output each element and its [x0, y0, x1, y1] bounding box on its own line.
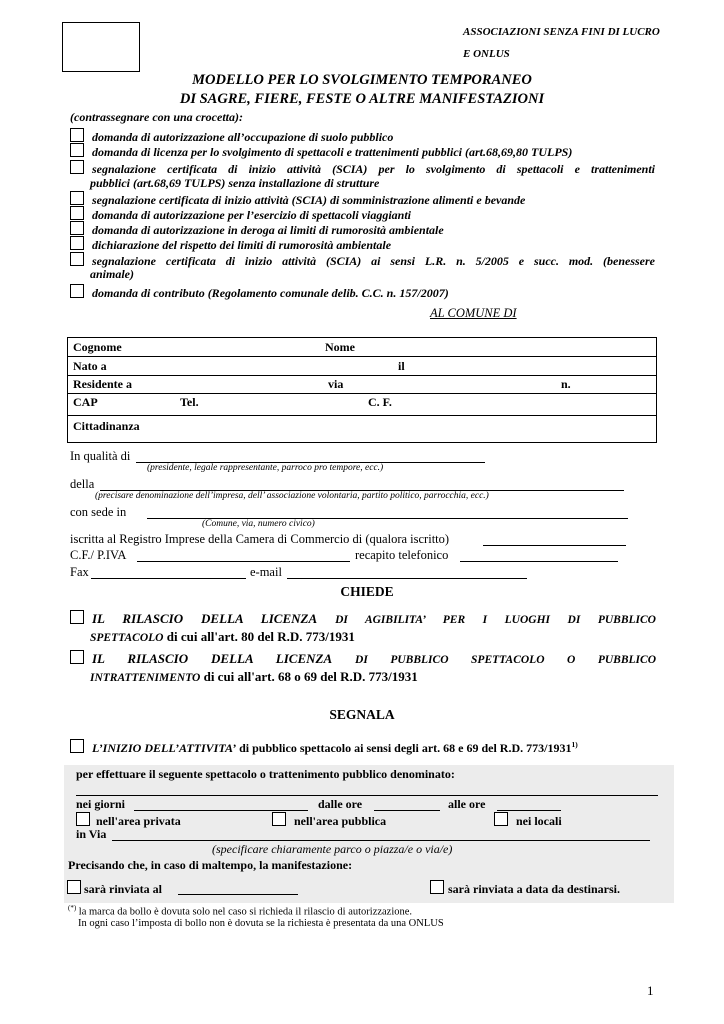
personal-data-box: [67, 337, 657, 443]
instruction-text: (contrassegnare con una crocetta):: [70, 110, 243, 124]
option-scia-benessere-animale[interactable]: segnalazione certificata di inizio attività (SCIA) ai sensi L.R. n. 5/2005 e succ. mod. (benessere: [70, 252, 655, 269]
option-locali[interactable]: nei locali: [494, 812, 562, 829]
nome-label: Nome: [325, 340, 355, 354]
chiede-option-agibilita-cont: SPETTACOLO di cui all'art. 80 del R.D. 773/1931: [90, 629, 355, 644]
checkbox[interactable]: [70, 252, 84, 266]
email-field[interactable]: [287, 578, 527, 579]
checkbox[interactable]: [70, 236, 84, 250]
event-intro: per effettuare il seguente spettacolo o trattenimento pubblico denominato:: [76, 767, 455, 781]
alle-label: alle ore: [448, 797, 486, 811]
checkbox[interactable]: [70, 160, 84, 174]
fax-label: Fax: [70, 565, 89, 579]
via-label: via: [328, 377, 344, 391]
qualita-label: In qualità di: [70, 449, 131, 463]
page-number: 1: [647, 983, 654, 998]
qualita-hint: (presidente, legale rappresentante, parroco pro tempore, ecc.): [147, 463, 384, 473]
giorni-field[interactable]: [134, 810, 308, 811]
alle-field[interactable]: [497, 810, 561, 811]
cittadinanza-label: Cittadinanza: [73, 419, 140, 433]
segnala-heading: SEGNALA: [329, 707, 395, 722]
sede-hint: (Comune, via, numero civico): [202, 519, 315, 529]
rinviata-al-field[interactable]: [178, 894, 298, 895]
cf-label: C. F.: [368, 395, 392, 409]
sede-label: con sede in: [70, 505, 127, 519]
addressee-comune: AL COMUNE DI: [430, 306, 517, 320]
form-row-birth: [68, 357, 656, 376]
form-row-name: [68, 338, 656, 357]
registro-label: iscritta al Registro Imprese della Camera di Commercio di (qualora iscritto): [70, 532, 450, 546]
il-label: il: [398, 359, 405, 373]
form-row-residence: [68, 376, 656, 394]
form-row-citizenship: [68, 416, 656, 441]
maltempo-label: Precisando che, in caso di maltempo, la manifestazione:: [68, 858, 353, 872]
option-area-pubblica[interactable]: nell'area pubblica: [272, 812, 386, 829]
header-line-1: ASSOCIAZIONI SENZA FINI DI LUCRO: [463, 26, 660, 38]
dalle-label: dalle ore: [318, 797, 363, 811]
option-scia-benessere-cont: animale): [90, 267, 134, 281]
fax-field[interactable]: [91, 578, 246, 579]
segnala-option-inizio-attivita[interactable]: L’INIZIO DELL’ATTIVITA’ di pubblico spettacolo ai sensi degli art. 68 e 69 del R.D. 773/1931$^{1)}$: [70, 739, 578, 756]
option-scia-spettacoli-cont: pubblici (art.68,69 TULPS) senza installazione di strutture: [90, 176, 380, 190]
recapito-field[interactable]: [460, 561, 618, 562]
checkbox[interactable]: [70, 191, 84, 205]
checkbox[interactable]: [70, 128, 84, 142]
numero-label: n.: [561, 377, 571, 391]
option-scia-spettacoli[interactable]: segnalazione certificata di inizio attività (SCIA) per lo svolgimento di spettacoli e trattenimenti: [70, 160, 655, 177]
della-hint: (precisare denominazione dell’impresa, dell’ associazione volontaria, partito politico, parrocchia, ecc.): [95, 491, 489, 501]
checkbox[interactable]: [430, 880, 444, 894]
checkbox[interactable]: [70, 206, 84, 220]
residente-a-label: Residente a: [73, 377, 132, 391]
option-spettacoli-viaggianti[interactable]: domanda di autorizzazione per l’esercizio di spettacoli viaggianti: [70, 206, 411, 223]
revenue-stamp-box: [62, 22, 140, 72]
checkbox[interactable]: [70, 739, 84, 753]
option-area-privata[interactable]: nell'area privata: [76, 812, 181, 829]
checkbox[interactable]: [70, 610, 84, 624]
header-line-2: E ONLUS: [463, 48, 510, 60]
document-title-line-1: MODELLO PER LO SVOLGIMENTO TEMPORANEO: [192, 72, 532, 88]
option-rinviata-al[interactable]: sarà rinviata al: [67, 880, 162, 897]
footnote-mark: (*): [68, 904, 77, 912]
option-suolo-pubblico[interactable]: domanda di autorizzazione all’occupazione di suolo pubblico: [70, 128, 393, 145]
option-scia-somministrazione[interactable]: segnalazione certificata di inizio attività (SCIA) di somministrazione alimenti e bevande: [70, 191, 525, 208]
checkbox[interactable]: [70, 221, 84, 235]
chiede-option-pubblico-spettacolo[interactable]: IL RILASCIO DELLA LICENZA DI PUBBLICO SPETTACOLO O PUBBLICO: [70, 650, 656, 667]
checkbox[interactable]: [70, 143, 84, 157]
invia-field[interactable]: [112, 840, 650, 841]
option-contributo[interactable]: domanda di contributo (Regolamento comunale delib. C.C. n. 157/2007): [70, 284, 449, 301]
email-label: e-mail: [250, 565, 282, 579]
chiede-option-agibilita[interactable]: IL RILASCIO DELLA LICENZA DI AGIBILITA’ PER I LUOGHI DI PUBBLICO: [70, 610, 656, 627]
checkbox[interactable]: [70, 284, 84, 298]
footnote-line-1: (*) la marca da bollo è dovuta solo nel caso si richieda il rilascio di autorizzazione.: [68, 904, 413, 918]
cfpiva-label: C.F./ P.IVA: [70, 548, 127, 562]
invia-hint: (specificare chiaramente parco o piazza/e o via/e): [212, 842, 453, 856]
checkbox[interactable]: [76, 812, 90, 826]
cap-label: CAP: [73, 395, 98, 409]
checkbox[interactable]: [272, 812, 286, 826]
registro-field[interactable]: [483, 545, 626, 546]
option-deroga-rumorosita[interactable]: domanda di autorizzazione in deroga ai limiti di rumorosità ambientale: [70, 221, 444, 238]
recapito-label: recapito telefonico: [355, 548, 449, 562]
checkbox[interactable]: [67, 880, 81, 894]
chiede-heading: CHIEDE: [340, 584, 394, 599]
invia-label: in Via: [76, 827, 107, 841]
giorni-label: nei giorni: [76, 797, 126, 811]
cfpiva-field[interactable]: [137, 561, 350, 562]
cognome-label: Cognome: [73, 340, 122, 354]
footnote-line-2: In ogni caso l’imposta di bollo non è dovuta se la richiesta è presentata da una ONLUS: [78, 918, 444, 929]
document-title-line-2: DI SAGRE, FIERE, FESTE O ALTRE MANIFESTAZIONI: [179, 91, 545, 107]
della-label: della: [70, 477, 95, 491]
option-rinviata-data[interactable]: sarà rinviata a data da destinarsi.: [430, 880, 620, 897]
dalle-field[interactable]: [374, 810, 440, 811]
form-row-cap: [68, 394, 656, 416]
checkbox[interactable]: [494, 812, 508, 826]
nato-a-label: Nato a: [73, 359, 107, 373]
checkbox[interactable]: [70, 650, 84, 664]
event-name-field[interactable]: [76, 795, 658, 796]
option-licenza-spettacoli[interactable]: domanda di licenza per lo svolgimento di spettacoli e trattenimenti pubblici (art.68,69,80 TULPS): [70, 143, 572, 160]
option-rispetto-rumorosita[interactable]: dichiarazione del rispetto dei limiti di rumorosità ambientale: [70, 236, 391, 253]
tel-label: Tel.: [180, 395, 199, 409]
chiede-option-pubblico-spettacolo-cont: INTRATTENIMENTO di cui all'art. 68 o 69 del R.D. 773/1931: [90, 669, 418, 684]
